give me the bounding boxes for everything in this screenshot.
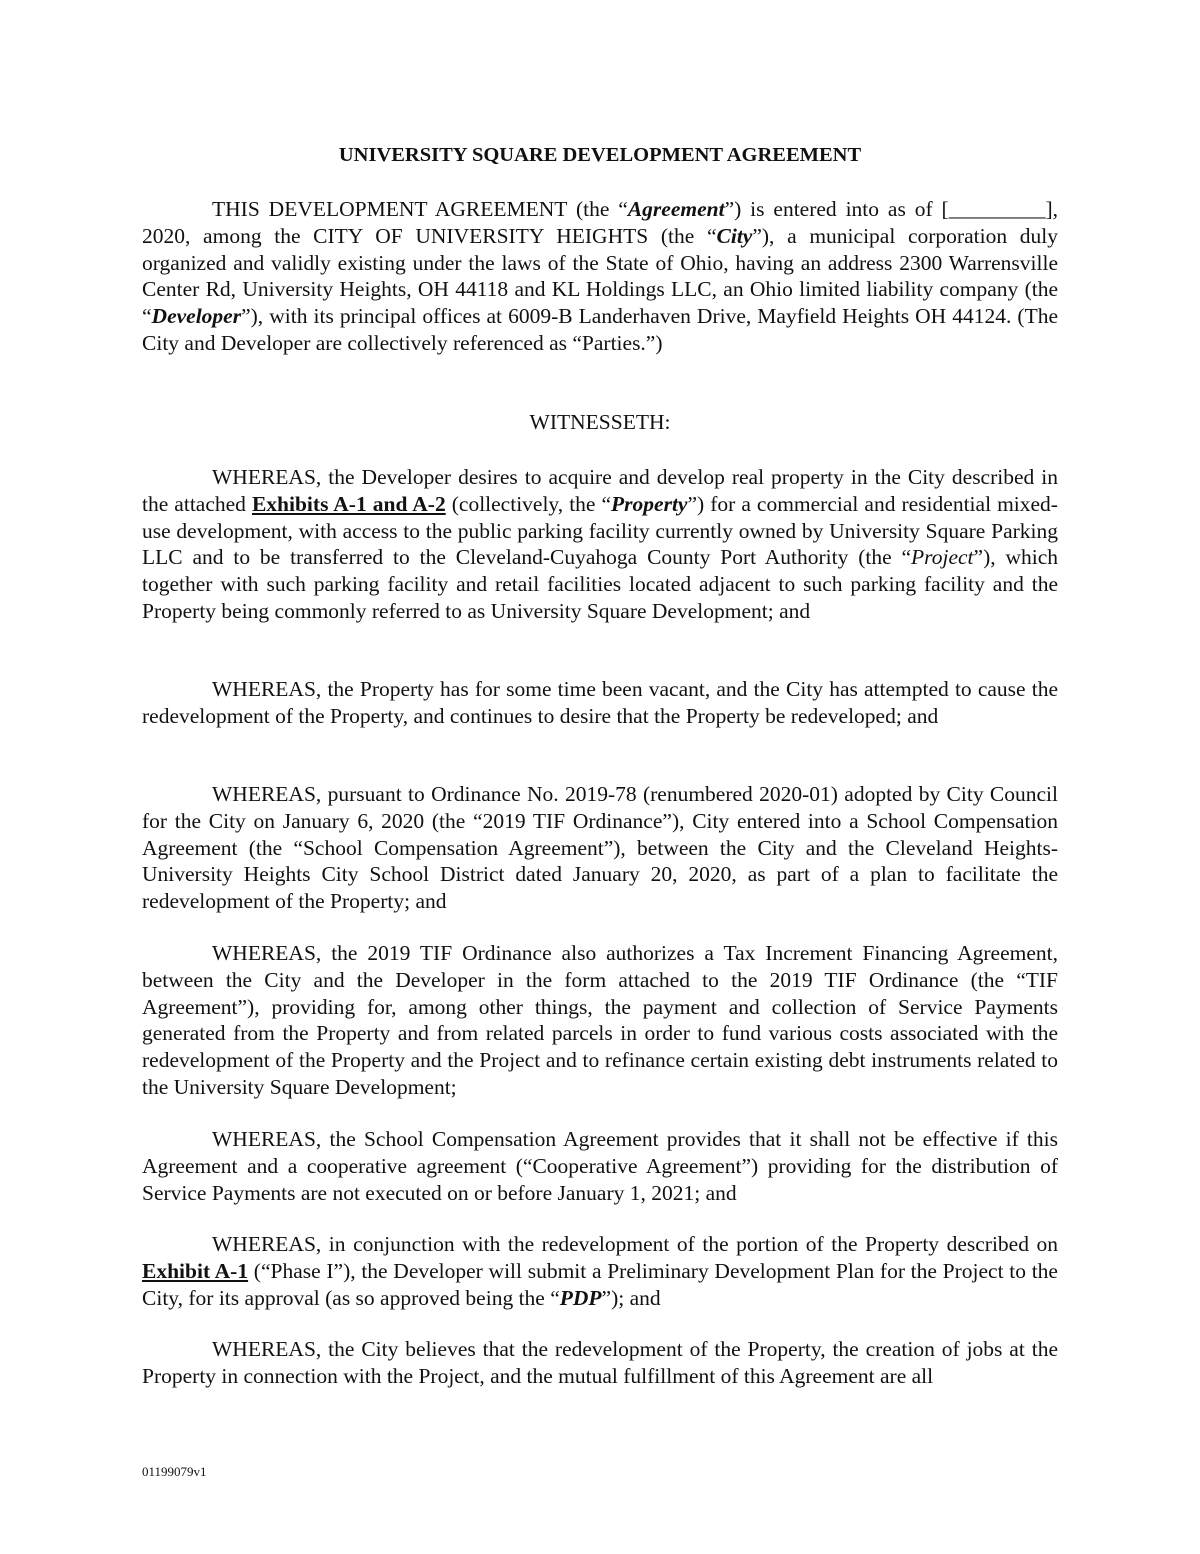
term-agreement: Agreement: [627, 197, 725, 221]
witnesseth-heading: WITNESSETH:: [529, 410, 671, 434]
whereas-paragraph-1: WHEREAS, the Developer desires to acquire and develop real property in the City described in the attached Exhibits A-1 and A-2 (collectively, the “Property”) for a commercial and residential mixed-use development, with access to the public parking facility currently owned by University Square Parking LLC and to be transferred to the Cleveland-Cuyahoga County Port Authority (the “Project”), which together with such parking facility and retail facilities located adjacent to such parking facility and the Property being commonly referred to as University Square Development; and: [142, 465, 1059, 623]
whereas-paragraph-2: WHEREAS, the Property has for some time been vacant, and the City has attempted to cause the redevelopment of the Property, and continues to desire that the Property be redeveloped; and: [142, 677, 1058, 728]
term-property: Property: [611, 491, 688, 516]
document-id-footer: 01199079v1: [142, 1464, 207, 1479]
term-project: Project: [911, 545, 974, 570]
whereas-paragraph-6: WHEREAS, in conjunction with the redevelopment of the portion of the Property described on Exhibit A-1 (“Phase I”), the Developer will submit a Preliminary Development Plan for the Project to the City, for its approval (as so approved being the “PDP”); and: [142, 1232, 1058, 1310]
intro-paragraph: THIS DEVELOPMENT AGREEMENT (the “Agreement”) is entered into as of [_________], 2020, among the CITY OF UNIVERSITY HEIGHTS (the “City”), a municipal corporation duly organized and validly existing under the laws of the State of Ohio, having an address 2300 Warrensville Center Rd, University Heights, OH 44118 and KL Holdings LLC, an Ohio limited liability company (the “Developer”), with its principal offices at 6009-B Landerhaven Drive, Mayfield Heights OH 44124. (The City and Developer are collectively referenced as “Parties.”): [142, 197, 1058, 355]
exhibit-a1-reference: Exhibit A-1: [142, 1258, 249, 1283]
whereas-paragraph-5: WHEREAS, the School Compensation Agreement provides that it shall not be effective if this Agreement and a cooperative agreement (“Cooperative Agreement”) providing for the distribution of Service Payments are not executed on or before January 1, 2021; and: [142, 1127, 1058, 1205]
whereas-paragraph-7: WHEREAS, the City believes that the redevelopment of the Property, the creation of jobs at the Property in connection with the Project, and the mutual fulfillment of this Agreement are all: [142, 1337, 1058, 1388]
whereas-paragraph-4: WHEREAS, the 2019 TIF Ordinance also authorizes a Tax Increment Financing Agreement, between the City and the Developer in the form attached to the 2019 TIF Ordinance (the “TIF Agreement”), providing for, among other things, the payment and collection of Service Payments generated from the Property and from related parcels in order to fund various costs associated with the redevelopment of the Property and the Project and to refinance certain existing debt instruments related to the University Square Development;: [142, 941, 1058, 1099]
exhibits-reference: Exhibits A-1 and A-2: [251, 491, 446, 516]
whereas-paragraph-3: WHEREAS, pursuant to Ordinance No. 2019-78 (renumbered 2020-01) adopted by City Council for the City on January 6, 2020 (the “2019 TIF Ordinance”), City entered into a School Compensation Agreement (the “School Compensation Agreement”), between the City and the Cleveland Heights-University Heights City School District dated January 20, 2020, as part of a plan to facilitate the redevelopment of the Property; and: [142, 782, 1058, 914]
term-city: City: [716, 223, 753, 248]
term-developer: Developer: [151, 304, 242, 329]
term-pdp: PDP: [559, 1285, 602, 1310]
page-title: UNIVERSITY SQUARE DEVELOPMENT AGREEMENT: [338, 144, 862, 166]
